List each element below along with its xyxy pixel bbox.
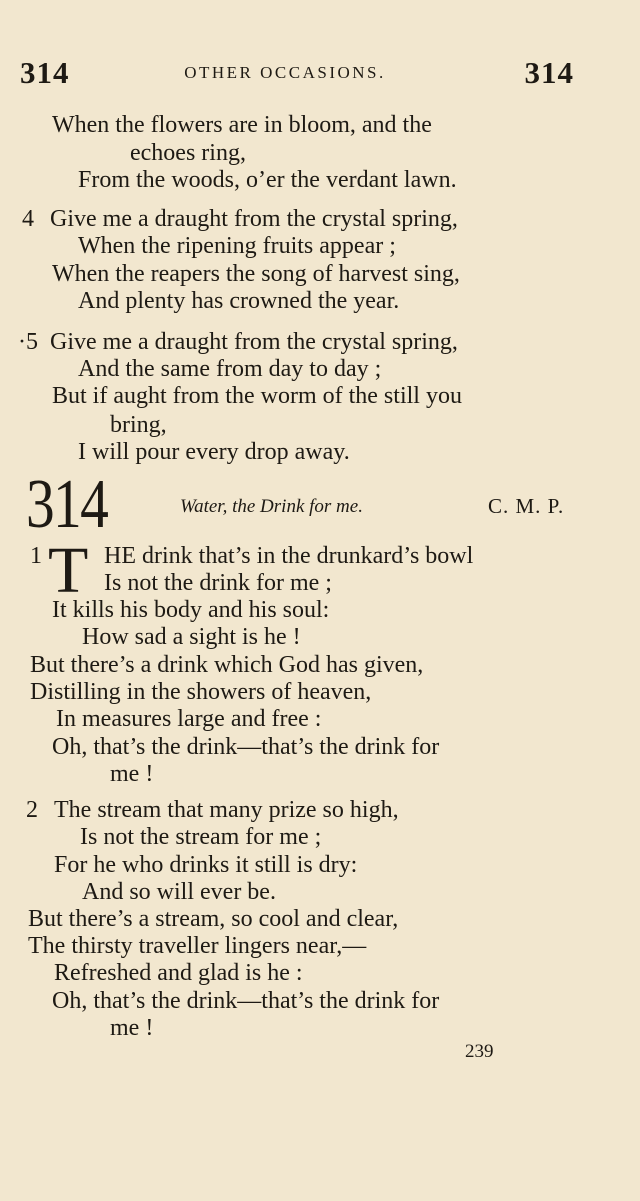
verse-number: 4 — [22, 206, 34, 232]
verse-line: And so will ever be. — [82, 879, 276, 905]
verse-line: I will pour every drop away. — [78, 439, 350, 465]
verse-line: The thirsty traveller lingers near,— — [28, 933, 367, 959]
verse-line: Give me a draught from the crystal spring, — [50, 329, 458, 355]
page-number-right: 314 — [524, 55, 574, 90]
verse-line: When the ripening fruits appear ; — [78, 233, 396, 259]
verse-line: me ! — [110, 1015, 154, 1041]
verse-line: From the woods, o’er the verdant lawn. — [78, 167, 457, 193]
verse-line: It kills his body and his soul: — [52, 597, 330, 623]
verse-line: Distilling in the showers of heaven, — [30, 679, 372, 705]
page-number-left: 314 — [20, 55, 70, 90]
verse-line: Is not the stream for me ; — [80, 824, 322, 850]
verse-line: Give me a draught from the crystal spring, — [50, 206, 458, 232]
verse-line: Oh, that’s the drink—that’s the drink for — [52, 988, 440, 1014]
verse-number: ·5 — [18, 329, 38, 355]
verse-line: And plenty has crowned the year. — [78, 288, 400, 314]
verse-line: But there’s a stream, so cool and clear, — [28, 906, 399, 932]
drop-cap: T — [48, 534, 89, 607]
verse-5-line-1 — [18, 327, 458, 357]
verse-4-line-1 — [22, 204, 458, 234]
verse-number: 2 — [26, 797, 38, 823]
verse-line: echoes ring, — [130, 140, 246, 166]
verse-line: But there’s a drink which God has given, — [30, 652, 424, 678]
running-header: OTHER OCCASIONS. — [184, 63, 386, 82]
verse-line: For he who drinks it still is dry: — [54, 852, 358, 878]
verse-line: The stream that many prize so high, — [54, 797, 399, 823]
verse-line: Refreshed and glad is he : — [54, 960, 303, 986]
verse-line: bring, — [110, 412, 167, 438]
verse-number: 1 — [30, 543, 42, 569]
hymn-number: 314 — [26, 466, 108, 543]
verse-line: When the flowers are in bloom, and the — [52, 112, 432, 138]
verse-line: But if aught from the worm of the still you — [52, 383, 462, 409]
verse-2-line-1 — [26, 795, 399, 825]
verse-line: How sad a sight is he ! — [82, 624, 301, 650]
verse-line: me ! — [110, 761, 154, 787]
verse-line: And the same from day to day ; — [78, 356, 382, 382]
verse-line: Is not the drink for me ; — [104, 570, 332, 596]
hymn-title: Water, the Drink for me. — [180, 496, 363, 517]
hymn-meter: C. M. P. — [488, 494, 565, 518]
folio-number: 239 — [465, 1041, 494, 1062]
verse-line: Oh, that’s the drink—that’s the drink for — [52, 734, 440, 760]
verse-line: When the reapers the song of harvest sing, — [52, 261, 460, 287]
verse-line: In measures large and free : — [56, 706, 322, 732]
verse-line: HE drink that’s in the drunkard’s bowl — [104, 543, 474, 569]
